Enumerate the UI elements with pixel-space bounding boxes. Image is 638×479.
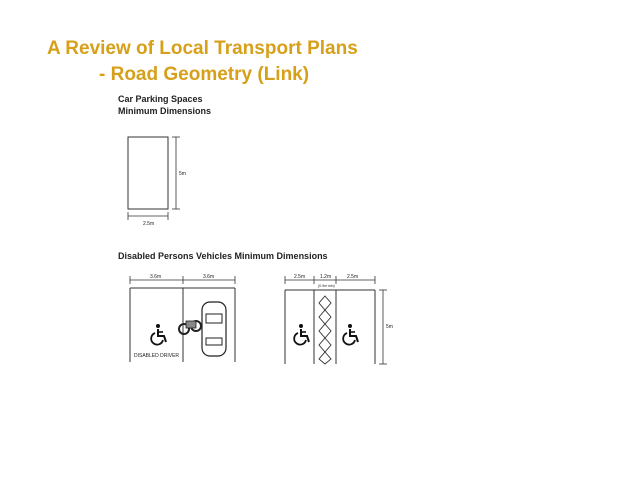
left-width-1: 3.6m — [150, 274, 162, 280]
right-width-3: 2.5m — [347, 274, 359, 280]
disabled-heading: Disabled Persons Vehicles Minimum Dimensions — [118, 251, 328, 261]
right-bays — [285, 290, 375, 364]
right-width-2: 1.2m — [320, 274, 332, 280]
car-parking-heading-1: Car Parking Spaces — [118, 94, 203, 104]
title-line-2: - Road Geometry (Link) — [99, 64, 310, 85]
width-label: 2.5m — [143, 221, 155, 227]
parking-space — [128, 137, 168, 209]
car-parking-heading-2: Minimum Dimensions — [118, 106, 212, 116]
left-width-2: 3.6m — [203, 274, 215, 280]
wheelchair-icon — [343, 324, 358, 345]
title-line-1: A Review of Local Transport Plans — [47, 38, 358, 59]
wheelchair-icon — [294, 324, 309, 345]
wheelchair-icon — [151, 324, 166, 345]
car-shape — [202, 302, 226, 356]
length-label: 5m — [179, 171, 186, 177]
right-length-label: 5m — [386, 324, 393, 330]
disabled-driver-label: DISABLED DRIVER — [134, 353, 180, 359]
right-width-1: 2.5m — [294, 274, 306, 280]
wheelchair-transfer-icon — [179, 321, 201, 334]
hatched-zone — [319, 296, 331, 364]
right-sub-label: (0.9m min) — [318, 284, 335, 288]
